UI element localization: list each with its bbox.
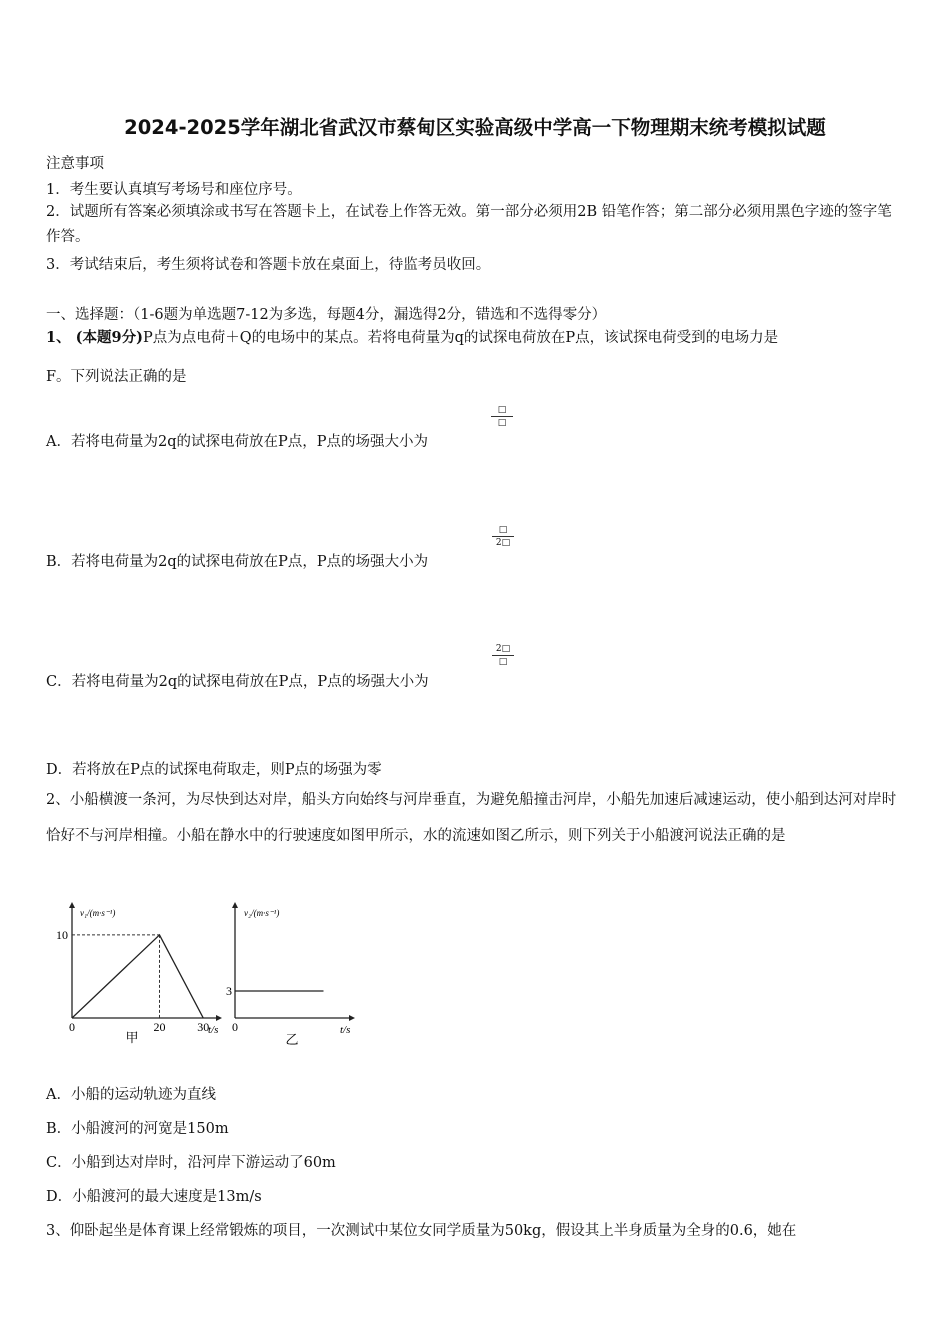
x-tick-label: 20 — [153, 1020, 166, 1034]
y-axis-arrow — [69, 902, 75, 908]
x-axis-arrow — [349, 1015, 355, 1021]
x-tick-label: 30 — [197, 1020, 210, 1034]
q1-option-c-fraction — [492, 644, 514, 667]
fraction-numerator: □ — [492, 525, 514, 537]
question-1-number: 1、 (本题9分) — [46, 329, 143, 346]
question-3-stem: 3、仰卧起坐是体育课上经常锻炼的项目，一次测试中某位女同学质量为50kg，假设其上半身质量为全身的0.6，她在 — [46, 1223, 797, 1239]
y-tick-label: 10 — [56, 927, 68, 942]
notice-heading: 注意事项 — [46, 156, 104, 172]
question-1-text: P点为点电荷＋Q的电场中的某点。若将电荷量为q的试探电荷放在P点，该试探电荷受到的电场力是 — [142, 330, 779, 346]
q1-option-b-fraction — [492, 525, 514, 548]
y-axis-label: v₁/(m·s⁻¹) — [80, 908, 116, 918]
y-axis-arrow — [232, 902, 238, 908]
notice-item-2: 2．试题所有答案必须填涂或书写在答题卡上，在试卷上作答无效。第一部分必须用2B 铅笔作答；第二部分必须用黑色字迹的签字笔作答。 — [46, 204, 892, 245]
y-tick-label: 3 — [226, 984, 232, 998]
chart-jia — [40, 900, 230, 1050]
q1-option-b: B．若将电荷量为2q的试探电荷放在P点，P点的场强大小为 — [46, 554, 429, 570]
fraction-denominator: □ — [498, 657, 508, 667]
q1-option-a-fraction — [491, 405, 513, 428]
x-axis-label: t/s — [208, 1024, 219, 1036]
q2-option-b: B．小船渡河的河宽是150m — [46, 1121, 229, 1137]
x-axis-label: t/s — [340, 1024, 351, 1036]
question-1-stem-cont: F。下列说法正确的是 — [46, 369, 187, 385]
x-tick-label: 0 — [232, 1020, 238, 1034]
chart-caption: 甲 — [125, 1030, 139, 1045]
fraction-numerator: □ — [491, 405, 513, 417]
question-1-stem — [46, 326, 778, 347]
x-axis-arrow — [216, 1015, 222, 1021]
question-2-stem: 2、小船横渡一条河，为尽快到达对岸，船头方向始终与河岸垂直，为避免船撞击河岸，小船先加速后减速运动，使小船到达河对岸时恰好不与河岸相撞。小船在静水中的行驶速度如图甲所示，水的流速如图乙所示，则下列关于小船渡河说法正确的是 — [46, 792, 897, 844]
notice-item-1: 1．考生要认真填写考场号和座位序号。 — [46, 182, 302, 198]
q1-option-d: D．若将放在P点的试探电荷取走，则P点的场强为零 — [46, 762, 382, 778]
x-tick-label: 0 — [69, 1020, 75, 1034]
q1-option-c: C．若将电荷量为2q的试探电荷放在P点，P点的场强大小为 — [46, 674, 429, 690]
page-title: 2024-2025学年湖北省武汉市蔡甸区实验高级中学高一下物理期末统考模拟试题 — [124, 116, 826, 139]
series-line — [72, 935, 203, 1018]
q2-option-c: C．小船到达对岸时，沿河岸下游运动了60m — [46, 1155, 336, 1171]
chart-yi — [225, 900, 365, 1050]
notice-item-3: 3．考试结束后，考生须将试卷和答题卡放在桌面上，待监考员收回。 — [46, 257, 491, 273]
y-axis-label: v₂/(m·s⁻¹) — [244, 908, 280, 918]
q1-option-a: A．若将电荷量为2q的试探电荷放在P点，P点的场强大小为 — [46, 434, 428, 450]
fraction-denominator: 2□ — [495, 538, 511, 548]
section-heading: 一、选择题：（1-6题为单选题7-12为多选，每题4分，漏选得2分，错选和不选得零分） — [46, 307, 607, 323]
fraction-denominator: □ — [497, 418, 507, 428]
fraction-numerator: 2□ — [492, 644, 514, 656]
q2-option-d: D．小船渡河的最大速度是13m/s — [46, 1189, 262, 1205]
q2-option-a: A．小船的运动轨迹为直线 — [46, 1087, 216, 1103]
chart-caption: 乙 — [285, 1032, 299, 1047]
